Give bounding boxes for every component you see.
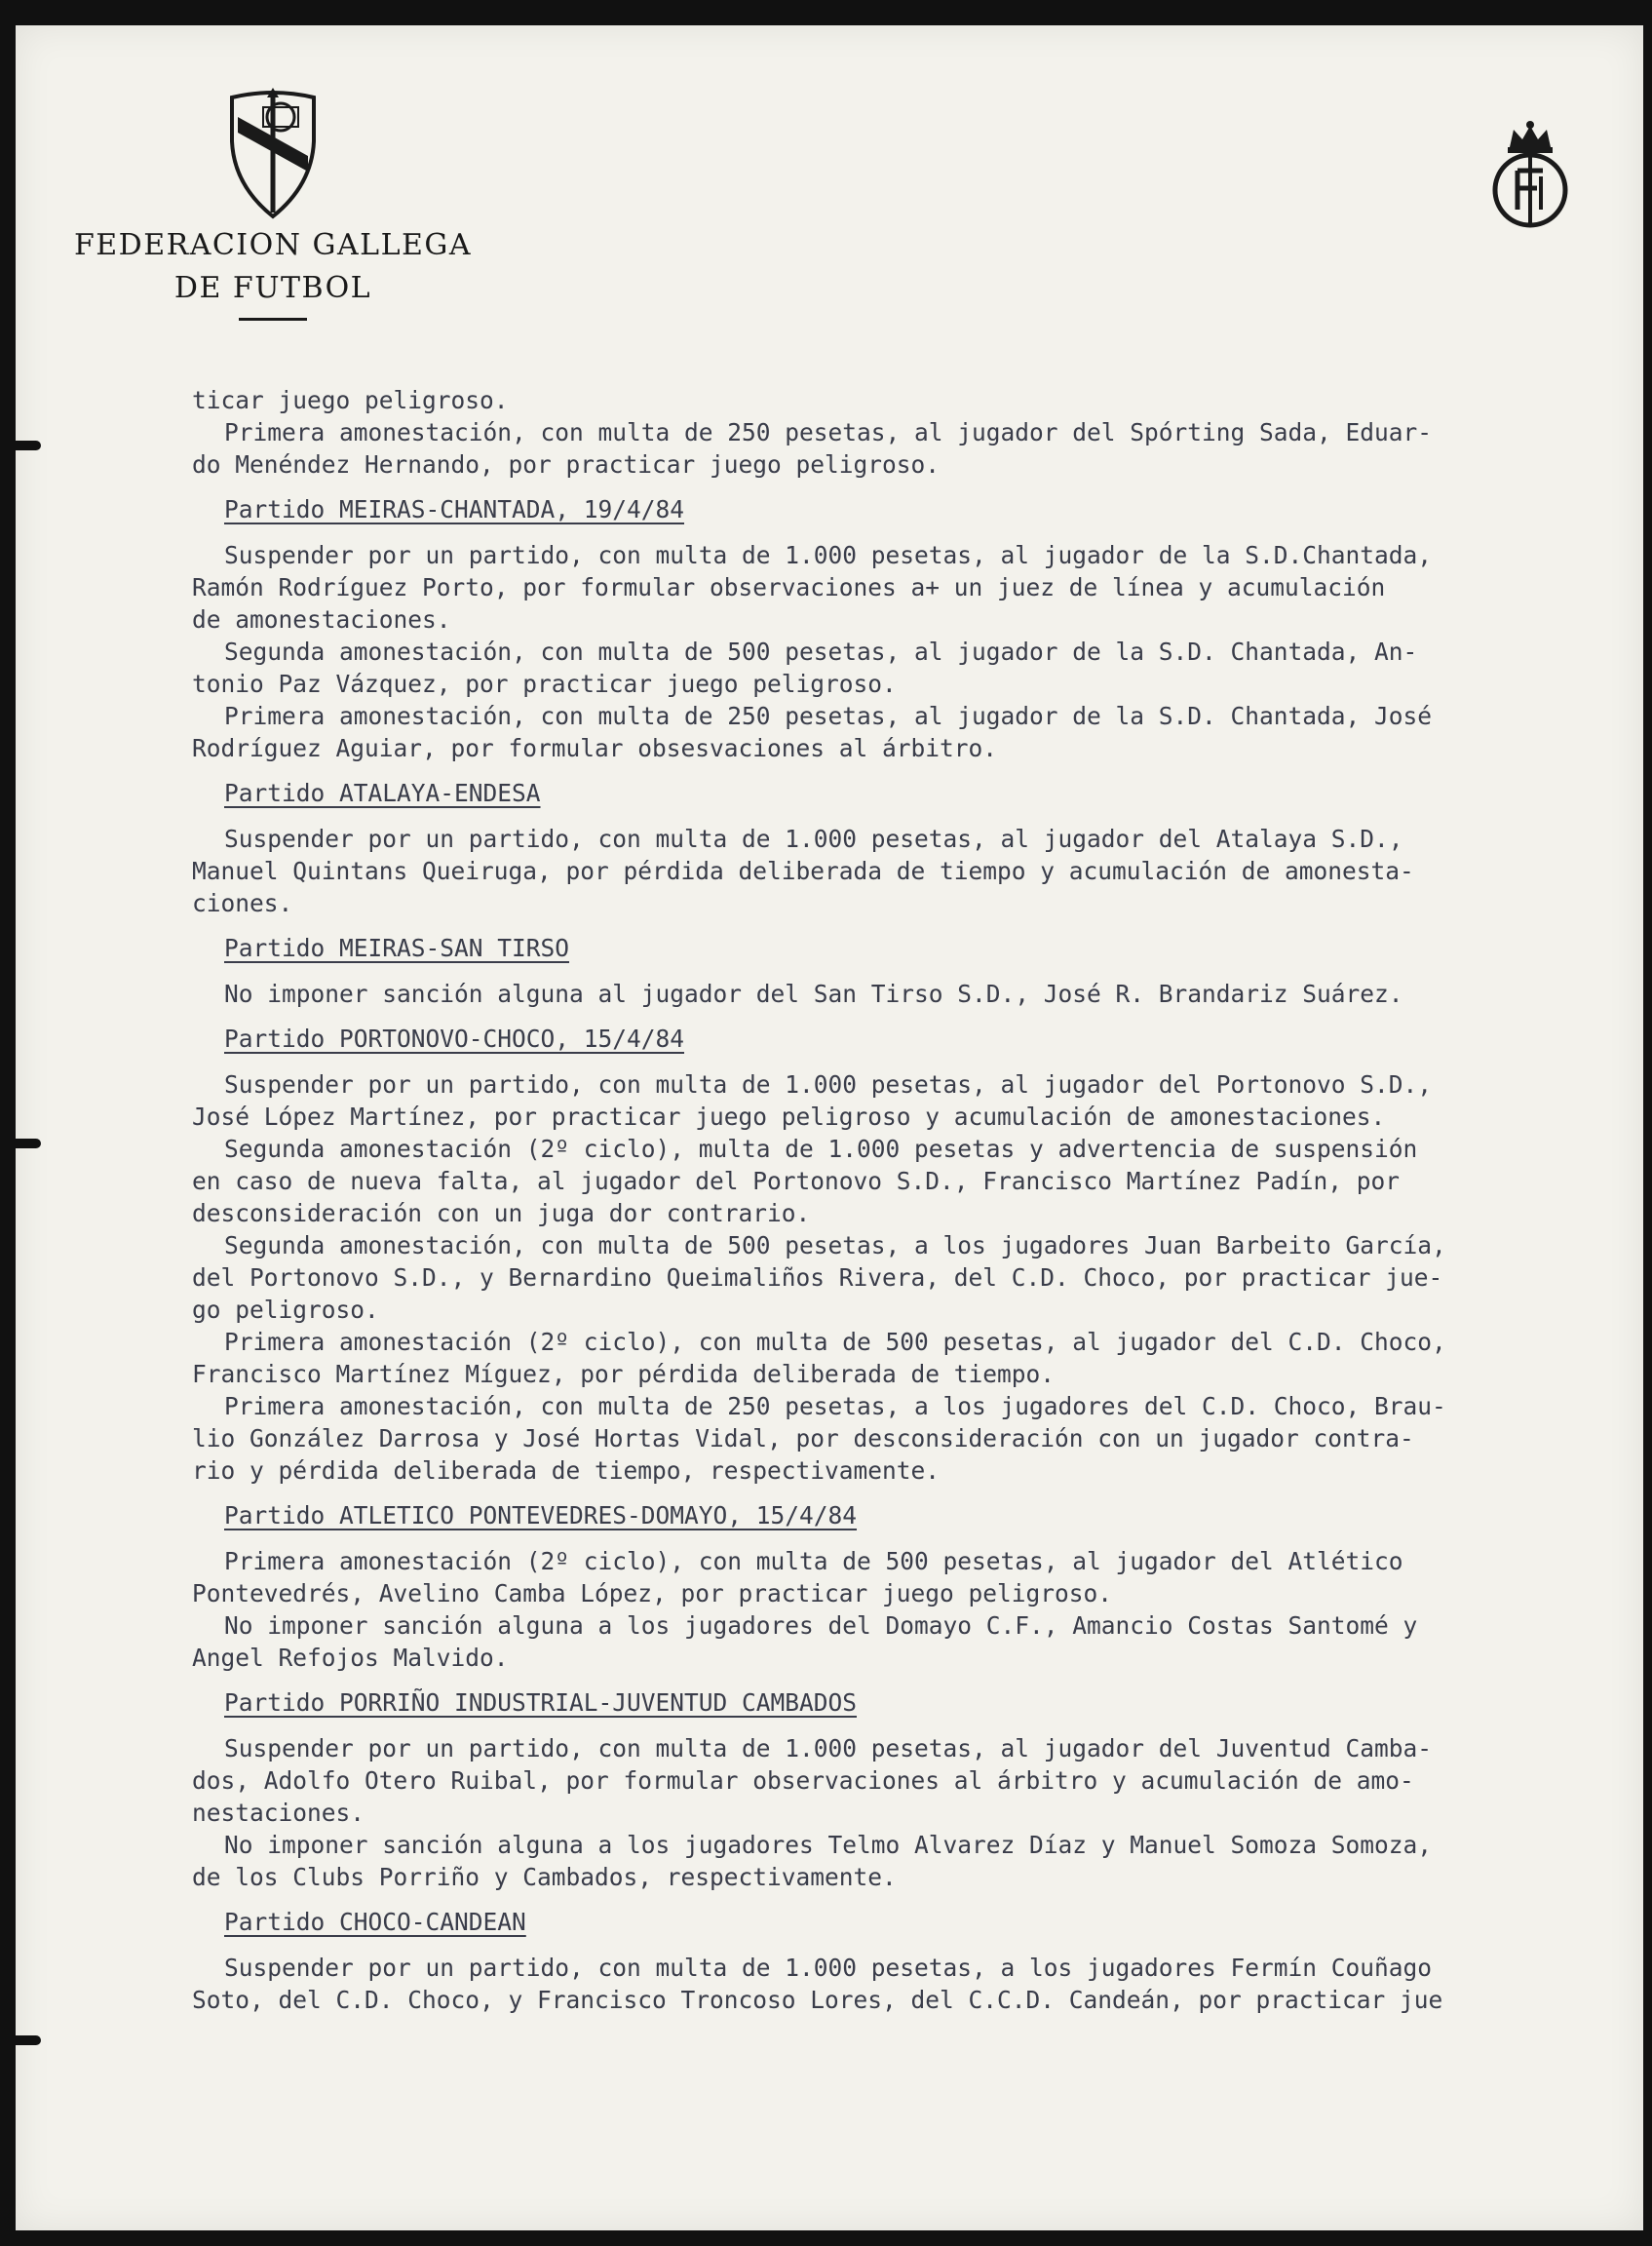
paragraph: Primera amonestación (2º ciclo), con multa de 500 pesetas, al jugador del C.D. Choco, Francisco Martínez Míguez, por pérdida deliberada de tiempo.	[192, 1328, 1446, 1388]
paragraph: Suspender por un partido, con multa de 1.000 pesetas, al jugador del Juventud Camba- dos, Adolfo Otero Ruibal, por formular observaciones al árbitro y acumulación de amo- nestaciones.	[192, 1734, 1433, 1827]
section-heading: Partido MEIRAS-CHANTADA, 19/4/84	[224, 495, 685, 523]
letterhead	[68, 88, 478, 321]
paragraph: Primera amonestación, con multa de 250 pesetas, al jugador del Spórting Sada, Eduar- do Menéndez Hernando, por practicar juego peligroso.	[192, 418, 1433, 479]
punch-hole-mark	[16, 441, 41, 450]
paragraph: Segunda amonestación, con multa de 500 pesetas, a los jugadores Juan Barbeito García, del Portonovo S.D., y Bernardino Queimaliños Rivera, del C.D. Choco, por practicar jue- go peligroso.	[192, 1231, 1446, 1324]
paragraph: Primera amonestación, con multa de 250 pesetas, al jugador de la S.D. Chantada, José Rodríguez Aguiar, por formular obsesvaciones al árbitro.	[192, 702, 1433, 762]
paragraph: No imponer sanción alguna a los jugadores del Domayo C.F., Amancio Costas Santomé y Angel Refojos Malvido.	[192, 1611, 1418, 1672]
paragraph: Segunda amonestación, con multa de 500 pesetas, al jugador de la S.D. Chantada, An- tonio Paz Vázquez, por practicar juego peligroso.	[192, 638, 1418, 698]
paragraph: Suspender por un partido, con multa de 1.000 pesetas, a los jugadores Fermín Couñago Soto, del C.D. Choco, y Francisco Troncoso Lores, del C.C.D. Candeán, por practicar jue	[192, 1954, 1443, 2014]
section-heading: Partido ATALAYA-ENDESA	[224, 779, 541, 807]
section-heading: Partido ATLETICO PONTEVEDRES-DOMAYO, 15/4/84	[224, 1501, 858, 1530]
punch-hole-mark	[16, 1139, 41, 1148]
section-heading: Partido PORRIÑO INDUSTRIAL-JUVENTUD CAMBADOS	[224, 1688, 858, 1717]
paragraph: Suspender por un partido, con multa de 1.000 pesetas, al jugador del Atalaya S.D., Manuel Quintans Queiruga, por pérdida deliberada de tiempo y acumulación de amonesta- ciones.	[192, 825, 1414, 917]
paragraph: No imponer sanción alguna al jugador del San Tirso S.D., José R. Brandariz Suárez.	[224, 980, 1403, 1008]
paragraph: Suspender por un partido, con multa de 1.000 pesetas, al jugador de la S.D.Chantada, Ramón Rodríguez Porto, por formular observaciones a+ un juez de línea y acumulación de amonestaciones.	[192, 541, 1433, 634]
section-heading: Partido CHOCO-CANDEAN	[224, 1908, 526, 1936]
document-body	[192, 384, 1625, 2016]
org-name-line-2: DE FUTBOL	[173, 271, 372, 305]
paragraph: Primera amonestación, con multa de 250 pesetas, a los jugadores del C.D. Choco, Brau- lio González Darrosa y José Hortas Vidal, por desconsideración con un jugador contra- rio y pérdida deliberada de tiempo, respectivamente.	[192, 1392, 1446, 1485]
paragraph: ticar juego peligroso.	[192, 386, 509, 414]
punch-hole-mark	[16, 2035, 41, 2045]
royal-crown-federation-emblem-icon	[1488, 120, 1572, 229]
org-name-rule	[239, 318, 307, 321]
paragraph: Segunda amonestación (2º ciclo), multa de 1.000 pesetas y advertencia de suspensión en caso de nueva falta, al jugador del Portonovo S.D., Francisco Martínez Padín, por desconsideración con un juga dor contrario.	[192, 1135, 1418, 1227]
galician-federation-shield-icon	[224, 88, 322, 224]
section-heading: Partido MEIRAS-SAN TIRSO	[224, 934, 570, 962]
paragraph: Suspender por un partido, con multa de 1.000 pesetas, al jugador del Portonovo S.D., José López Martínez, por practicar juego peligroso y acumulación de amonestaciones.	[192, 1070, 1433, 1131]
section-heading: Partido PORTONOVO-CHOCO, 15/4/84	[224, 1025, 685, 1053]
org-name-line-1: FEDERACION GALLEGA	[73, 228, 473, 262]
paragraph: No imponer sanción alguna a los jugadores Telmo Alvarez Díaz y Manuel Somoza Somoza, de los Clubs Porriño y Cambados, respectivamente.	[192, 1831, 1433, 1891]
paragraph: Primera amonestación (2º ciclo), con multa de 500 pesetas, al jugador del Atlético Pontevedrés, Avelino Camba López, por practicar juego peligroso.	[192, 1547, 1403, 1607]
